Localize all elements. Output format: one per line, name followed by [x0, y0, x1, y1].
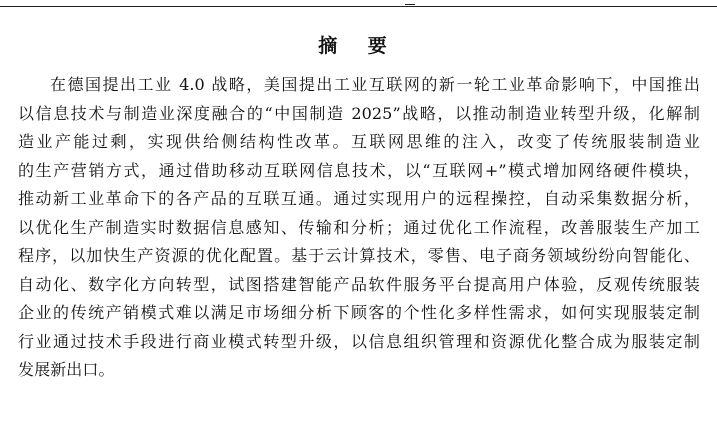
abstract-body [18, 71, 700, 385]
abstract-line-8: 自动化、数字化方向转型，试图搭建智能产品软件服务平台提高用户体验，反观传统服装 [18, 274, 700, 294]
cropped-header-fragment [405, 0, 415, 5]
abstract-line-10: 行业通过技术手段进行商业模式转型升级，以信息组织管理和资源优化整合成为服装定制 [18, 331, 700, 351]
abstract-line-7: 程序，以加快生产资源的优化配置。基于云计算技术，零售、电子商务领域纷纷向智能化、 [18, 246, 700, 265]
abstract-line-4: 的生产营销方式，通过借助移动互联网信息技术，以“互联网+”模式增加网络硬件模块， [18, 160, 700, 180]
top-border-line [0, 6, 717, 7]
abstract-line-11: 发展新出口。 [18, 360, 115, 379]
abstract-line-1: 在德国提出工业 4.0 战略，美国提出工业互联网的新一轮工业革命影响下，中国推出 [50, 75, 700, 94]
abstract-title: 摘 要 [318, 35, 399, 57]
abstract-line-5: 推动新工业革命下的各产品的互联互通。通过实现用户的远程操控，自动采集数据分析， [18, 189, 700, 208]
abstract-line-6: 以优化生产制造实时数据信息感知、传输和分析；通过优化工作流程，改善服装生产加工 [18, 217, 700, 237]
abstract-line-3: 造业产能过剩，实现供给侧结构性改革。互联网思维的注入，改变了传统服装制造业 [18, 132, 700, 151]
abstract-line-9: 企业的传统产销模式难以满足市场细分析下顾客的个性化多样性需求，如何实现服装定制 [18, 303, 700, 322]
abstract-line-2: 以信息技术与制造业深度融合的“中国制造 2025”战略，以推动制造业转型升级，化解制 [18, 103, 700, 123]
